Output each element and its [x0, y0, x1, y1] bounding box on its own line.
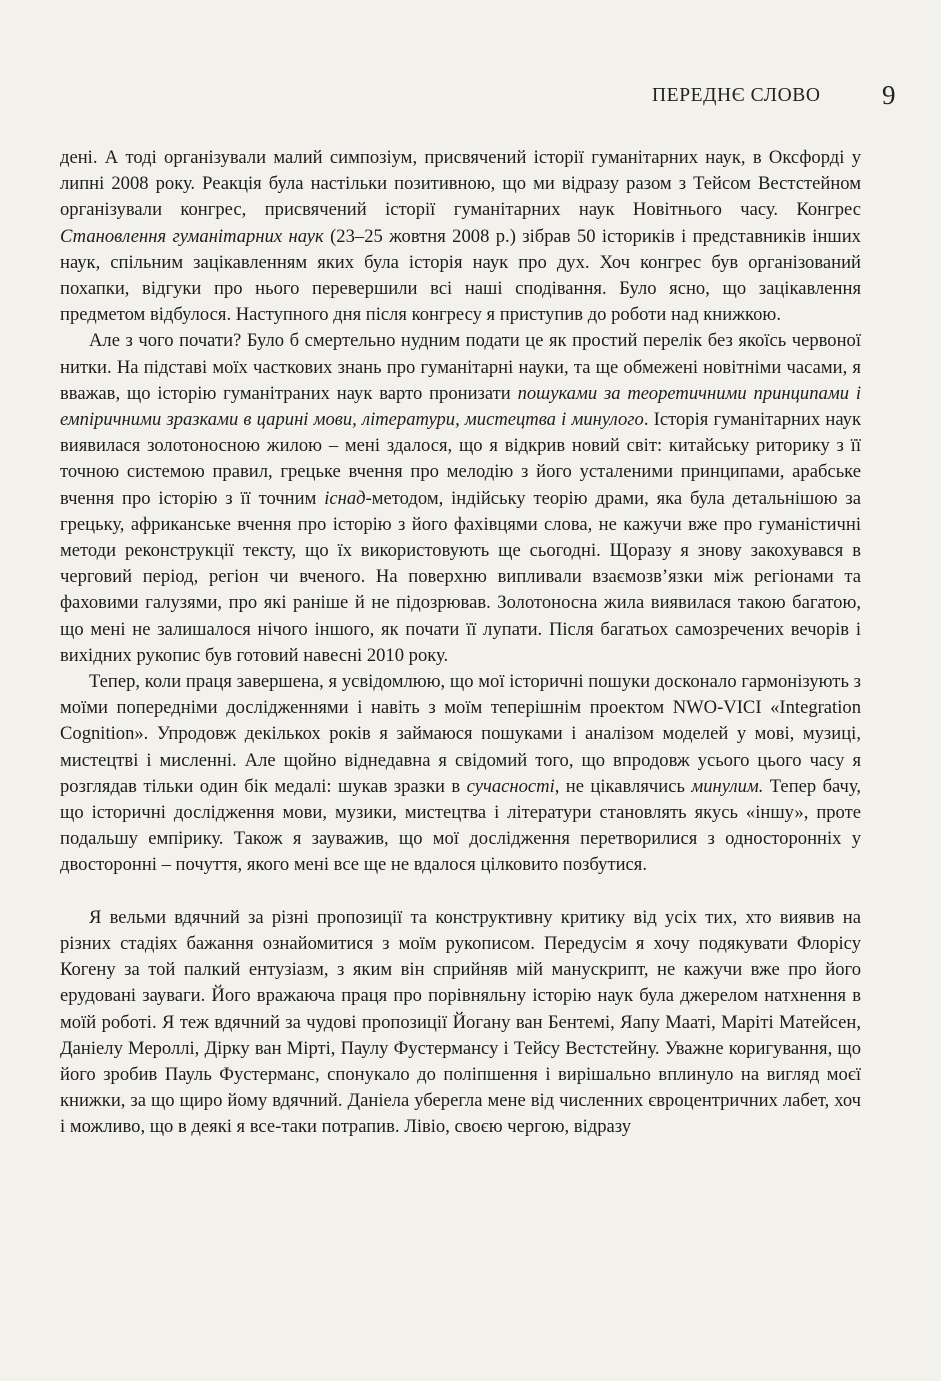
text-run: , не цікавлячись [554, 775, 692, 797]
paragraph [60, 328, 861, 669]
text-run: (23–25 жовтня 2008 р.) зібрав 50 істориків і представників інших наук, спільним зацікавленням яких була історія наук про дух. Хоч конгрес був організований похапки, відгуки про нього перевершили всі наші сподівання. Було ясно, що зацікавлення предметом відбулося. Наступного дня після конгресу я приступив до роботи над книжкою. [60, 225, 861, 326]
text-run: . Історія гуманітарних наук виявилася золотоносною жилою – мені здалося, що я відкрив новий світ: китайську риторику з її точною системою правил, грецьке вчення про мелодію з його усталеними принципами, арабське вчення про історію з її точним [60, 409, 862, 509]
text-run: Але з чого почати? Було б смертельно нудним подати це як простий перелік без якоїсь червоної нитки. На підставі моїх часткових знань про гуманітарні науки, та ще обмежені новітніми часами, я вважав, що історію гуманітраних наук варто пронизати [60, 330, 861, 404]
text-run: -методом, індійську теорію драми, яка була детальнішою за грецьку, африканське вчення про історію з його фахівцями слова, не кажучи вже про гуманістичні методи реконструкції тексту, що їх використовують ще сьогодні. Щоразу я знову закохувався в черговий період, регіон чи вченого. На поверхню випливали взаємозв’язки між регіонами та фаховими галузями, про які раніше й не підозрював. Золотоносна жила виявилася такою багатою, що мені не залишалося нічого іншого, як почати її лупати. Після багатьох самозречених вечорів і вихідних рукопис був готовий навесні 2010 року. [60, 487, 861, 666]
text-run: дені. А тоді організували малий симпозіум, присвячений історії гуманітарних наук, в Оксфорді у липні 2008 року. Реакція була настільки позитивною, що ми відразу разом з Тейсом Вестстейном організували конгрес, присвячений історії гуманітарних наук Новітнього часу. Конгрес [60, 147, 861, 221]
text-run: Тепер, коли праця завершена, я усвідомлюю, що мої історичні пошуки досконало гармонізують з моїми попередніми дослідженнями і навіть з моїм теперішнім проектом NWO-VICI «Integration Cognition». Упродовж декількох років я займаюся пошуками і аналізом моделей у мові, музиці, мистецтві і мисленні. Але щойно віднедавна я свідомий того, що впродовж усього цього часу я розглядав тільки один бік медалі: шукав зразки в [60, 671, 861, 797]
italic-text: сучасності [466, 775, 555, 797]
paragraph [60, 145, 861, 328]
page-header [60, 80, 898, 120]
page-number: 9 [882, 80, 896, 110]
text-run: Тепер бачу, що історичні дослідження мови, музики, мистецтва і літератури становлять якусь «іншу», проте подальшу емпірику. Також я зауважив, що мої дослідження перетворилися з односторонніх у двосторонні – почуття, якого мені все ще не вдалося цілковито позбутися. [60, 775, 861, 876]
italic-text: пошуками за теоретичними принципами і емпіричними зразками в царині мови, літератури, мистецтва і минулого [60, 382, 861, 431]
running-head: ПЕРЕДНЄ СЛОВО [652, 85, 821, 106]
paragraph [60, 669, 861, 879]
italic-text: існад [324, 487, 366, 509]
text-run: Я вельми вдячний за різні пропозиції та конструктивну критику від усіх тих, хто виявив на різних стадіях бажання ознайомитися з моїм рукописом. Передусім я хочу подякувати Флорісу Когену за той палкий ентузіазм, з яким він сприйняв мій манускрипт, не кажучи вже про його ерудовані зауваги. Його вражаюча праця про порівняльну історію наук була джерелом натхнення в моїй роботі. Я теж вдячний за чудові пропозиції Йогану ван Бентемі, Яапу Мааті, Маріті Матейсен, Даніелу Мероллі, Дірку ван Мірті, Паулу Фустермансу і Тейсу Вестстейну. Уважне коригування, що його зробив Пауль Фустерманс, спонукало до поліпшення і вирішально вплинуло на вигляд моєї книжки, за що щиро йому вдячний. Даніела уберегла мене від численних євроцентричних лабет, хоч і можливо, що в деякі я все-таки потрапив. Лівіо, своєю чергою, відразу [60, 906, 861, 1138]
body-text [60, 145, 861, 1141]
paragraph [60, 905, 861, 1141]
italic-text: Становлення гуманітарних наук [60, 225, 324, 247]
italic-text: минулим. [691, 775, 764, 797]
